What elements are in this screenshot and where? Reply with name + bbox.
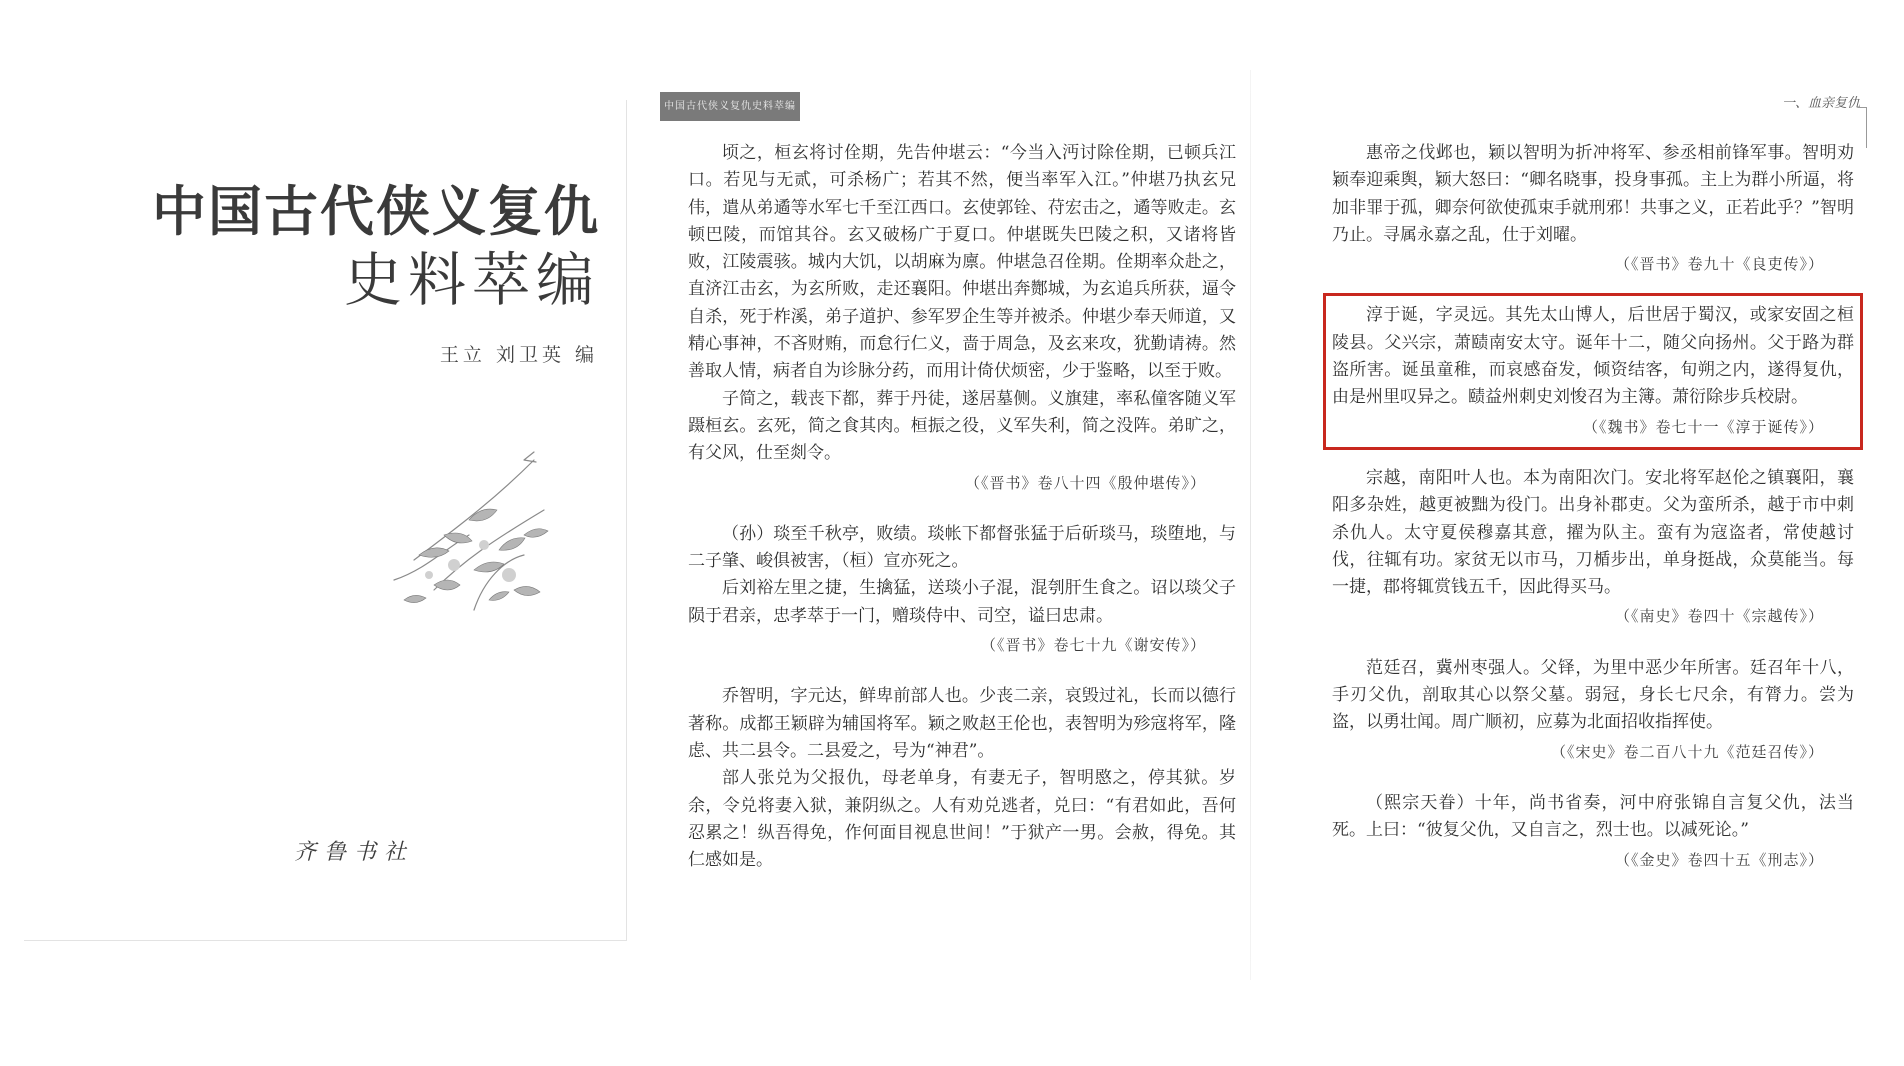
source-citation: （《金史》卷四十五《刑志》）	[1614, 850, 1824, 869]
entry	[1332, 790, 1854, 874]
entry	[1332, 140, 1854, 278]
entry	[688, 683, 1236, 874]
source-citation: （《晋书》卷八十四《殷仲堪传》）	[964, 473, 1206, 492]
cover-title	[152, 180, 600, 316]
source-citation: （《南史》卷四十《宗越传》）	[1614, 607, 1824, 626]
highlighted-entry	[1332, 302, 1854, 440]
source-citation: （《晋书》卷七十九《谢安传》）	[980, 636, 1206, 655]
left-page-body	[688, 140, 1236, 898]
entry	[1332, 655, 1854, 766]
source-citation: （《魏书》卷七十一《淳于诞传》）	[1582, 417, 1824, 436]
cover-title-line1: 中国古代侠义复仇	[152, 180, 600, 243]
paragraph: 淳于诞，字灵远。其先太山博人，后世居于蜀汉，或家安固之桓陵县。父兴宗，萧赜南安太守。诞年十二，随父向扬州。父于路为群盗所害。诞虽童稚，而哀感奋发，倾资结客，旬朔之内，遂得复仇，由是州里叹异之。赜益州刺史刘悛召为主簿。萧衍除步兵校尉。	[1332, 305, 1854, 408]
left-running-head: 中国古代侠义复仇史料萃编	[660, 92, 800, 121]
entry	[1332, 465, 1854, 631]
paragraph: 乔智明，字元达，鲜卑前部人也。少丧二亲，哀毁过礼，长而以德行著称。成都王颖辟为辅国将军。颖之败赵王伦也，表智明为殄寇将军，隆虑、共二县令。二县爱之，号为“神君”。	[688, 686, 1236, 761]
paragraph: 宗越，南阳叶人也。本为南阳次门。安北将军赵伦之镇襄阳，襄阳多杂姓，越更被黜为役门。出身补郡吏。父为蛮所杀，越于市中刺杀仇人。太守夏侯穆嘉其意，擢为队主。蛮有为寇盗者，常使越讨伐，往辄有功。家贫无以市马，刀楯步出，单身挺战，众莫能当。每一捷，郡将辄赏钱五千，因此得买马。	[1332, 467, 1854, 598]
cover-publisher: 齐鲁书社	[294, 840, 415, 865]
cover-ink-illustration	[374, 440, 584, 630]
right-running-head: 一、血亲复仇	[1781, 96, 1860, 111]
source-citation: （《宋史》卷二百八十九《范廷召传》）	[1550, 742, 1824, 761]
left-page	[660, 80, 1260, 980]
paragraph: （熙宗天眷）十年，尚书省奏，河中府张锦自言复父仇，法当死。上曰：“彼复父仇，又自言之，烈士也。以减死论。”	[1332, 792, 1854, 841]
running-head-rule	[1858, 107, 1867, 148]
paragraph: 部人张兑为父报仇，母老单身，有妻无子，智明愍之，停其狱。岁余，令兑将妻入狱，兼阴纵之。人有劝兑逃者，兑曰：“有君如此，吾何忍累之！纵吾得免，作何面目视息世间！”于狱产一男。会赦，得免。其仁感如是。	[688, 768, 1236, 871]
paragraph: （孙）琰至千秋亭，败绩。琰帐下都督张猛于后斫琰马，琰堕地，与二子肇、峻俱被害，（桓）宣亦死之。	[688, 523, 1236, 572]
book-cover	[24, 100, 627, 941]
paragraph: 惠帝之伐邺也，颖以智明为折冲将军、参丞相前锋军事。智明劝颖奉迎乘舆，颖大怒曰：“卿名晓事，投身事孤。主上为群小所逼，将加非罪于孤，卿奈何欲使孤束手就刑邪！共事之义，正若此乎？”智明乃止。寻属永嘉之乱，仕于刘曜。	[1332, 143, 1854, 245]
right-page	[1330, 80, 1900, 980]
paragraph: 后刘裕左里之捷，生擒猛，送琰小子混，混刳肝生食之。诏以琰父子陨于君亲，忠孝萃于一门，赠琰侍中、司空，谥曰忠肃。	[688, 578, 1236, 626]
cover-editors: 王立 刘卫英 编	[439, 344, 598, 366]
paragraph: 范廷召，冀州枣强人。父铎，为里中恶少年所害。廷召年十八，手刃父仇，剖取其心以祭父墓。弱冠，身长七尺余，有膂力。尝为盗，以勇壮闻。周广顺初，应募为北面招收指挥使。	[1332, 657, 1854, 733]
right-page-body	[1332, 140, 1854, 898]
paragraph: 顷之，桓玄将讨佺期，先告仲堪云：“今当入沔讨除佺期，已顿兵江口。若见与无贰，可杀杨广；若其不然，便当率军入江。”仲堪乃执玄兄伟，遣从弟遹等水军七千至江西口。玄使郭铨、苻宏击之，遹等败走。玄顿巴陵，而馆其谷。玄又破杨广于夏口。仲堪既失巴陵之积，又诸将皆败，江陵震骇。城内大饥，以胡麻为廪。仲堪急召佺期。佺期率众赴之，直济江击玄，为玄所败，走还襄阳。仲堪出奔酂城，为玄追兵所获，逼令自杀，死于柞溪，弟子道护、参军罗企生等并被杀。仲堪少奉天师道，又精心事神，不吝财贿，而怠行仁义，啬于周急，及玄来攻，犹勤请祷。然善取人情，病者自为诊脉分药，而用计倚伏烦密，少于鉴略，以至于败。	[688, 143, 1236, 382]
source-citation: （《晋书》卷九十《良吏传》）	[1614, 255, 1824, 274]
entry	[688, 140, 1236, 497]
entry	[688, 521, 1236, 659]
cover-title-line2: 史料萃编	[343, 246, 600, 314]
paragraph: 子简之，载丧下都，葬于丹徒，遂居墓侧。义旗建，率私僮客随义军蹑桓玄。玄死，简之食其肉。桓振之役，义军失利，简之没阵。弟旷之，有父风，仕至剡令。	[688, 388, 1236, 464]
